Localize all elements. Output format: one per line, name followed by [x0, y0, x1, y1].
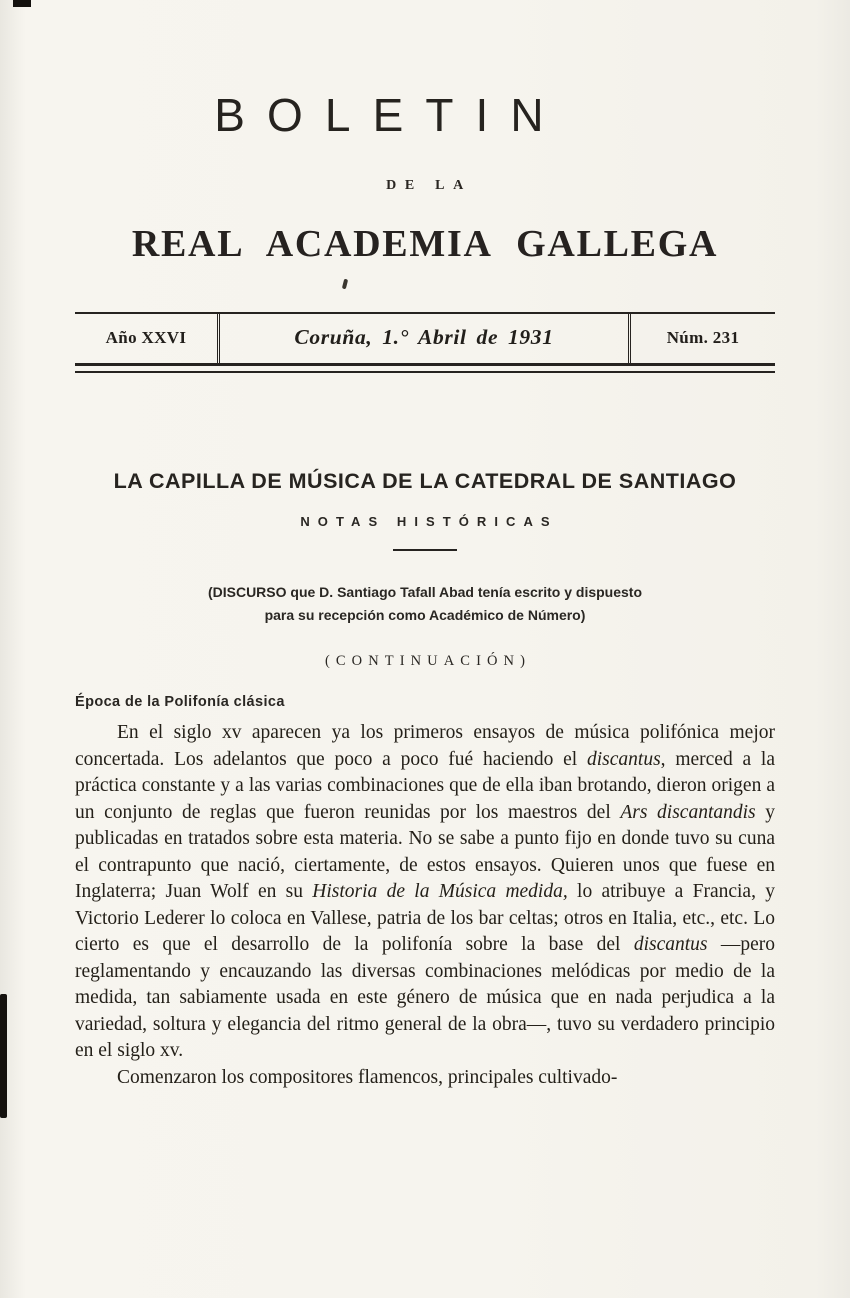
scan-artifact-top-left [13, 0, 31, 7]
discourse-note-line2: para su recepción como Académico de Número) [264, 607, 586, 624]
text-run: , merced a la práctica constante y a las varias combinaciones que de ella iban brotando, dieron origen a un conjunto de reglas que fueron reunidas por los maestros del [75, 748, 775, 823]
scan-artifact-speck [342, 279, 348, 290]
article-subtitle: NOTAS HISTÓRICAS [300, 514, 558, 529]
continuation-label: (CONTINUACIÓN) [324, 653, 532, 670]
masthead [0, 0, 850, 266]
masthead-dela: DE LA [386, 178, 472, 193]
text-run-italic: Historia de la Música medida, [312, 881, 568, 903]
scan-artifact-left-edge [0, 994, 7, 1118]
issue-bar [75, 312, 775, 373]
title-rule [393, 549, 457, 551]
article-body [75, 720, 775, 1091]
issue-date: Coruña, 1.° Abril de 1931 [217, 314, 631, 363]
masthead-title: BOLETIN [214, 89, 566, 141]
text-run: En el siglo xv aparecen ya los primeros ensayos de música polifónica mejor concertada. Los adelantos que poco a poco fué haciendo el [75, 722, 775, 770]
text-run: —pero reglamentando y encauzando las diversas combinaciones melódicas por medio de la medida, tan sabiamente usada en este género de música que en nada perjudica a la variedad, soltura y elegancia del ritmo general de la obra—, tuvo su verdadero principio en el siglo xv. [75, 934, 775, 1062]
text-run-italic: discantus [587, 748, 661, 770]
issue-year: Año XXVI [105, 327, 187, 347]
discourse-note [75, 581, 775, 627]
masthead-organization: REAL ACADEMIA GALLEGA [131, 223, 719, 265]
body-paragraph [75, 720, 775, 1065]
body-paragraph [75, 1065, 775, 1092]
article-title: LA CAPILLA DE MÚSICA DE LA CATEDRAL DE SANTIAGO [113, 469, 737, 493]
issue-bar-row [75, 312, 775, 366]
text-run: lo atribuye a Francia, y Victorio Lederer lo coloca en Vallese, patria de los bar celtas; otros en Italia, etc., etc. Lo cierto es que el desarrollo de la polifonía sobre la base del [75, 881, 775, 956]
section-heading: Época de la Polifonía clásica [75, 694, 285, 711]
issue-number: Núm. 231 [666, 327, 740, 347]
text-run: y publicadas en tratados sobre esta materia. No se sabe a punto fijo en donde tuvo su cuna el contrapunto que nació, ciertamente, de estos ensayos. Quieren unos que fuese en Inglaterra; Juan Wolf en su [75, 801, 775, 903]
discourse-note-line1: (DISCURSO que D. Santiago Tafall Abad tenía escrito y dispuesto [207, 584, 643, 600]
text-run-italic: discantus [633, 934, 708, 956]
article [75, 373, 775, 1091]
text-run-italic: Ars discantandis [620, 801, 756, 823]
text-run: Comenzaron los compositores flamencos, principales cultivado- [117, 1066, 618, 1088]
